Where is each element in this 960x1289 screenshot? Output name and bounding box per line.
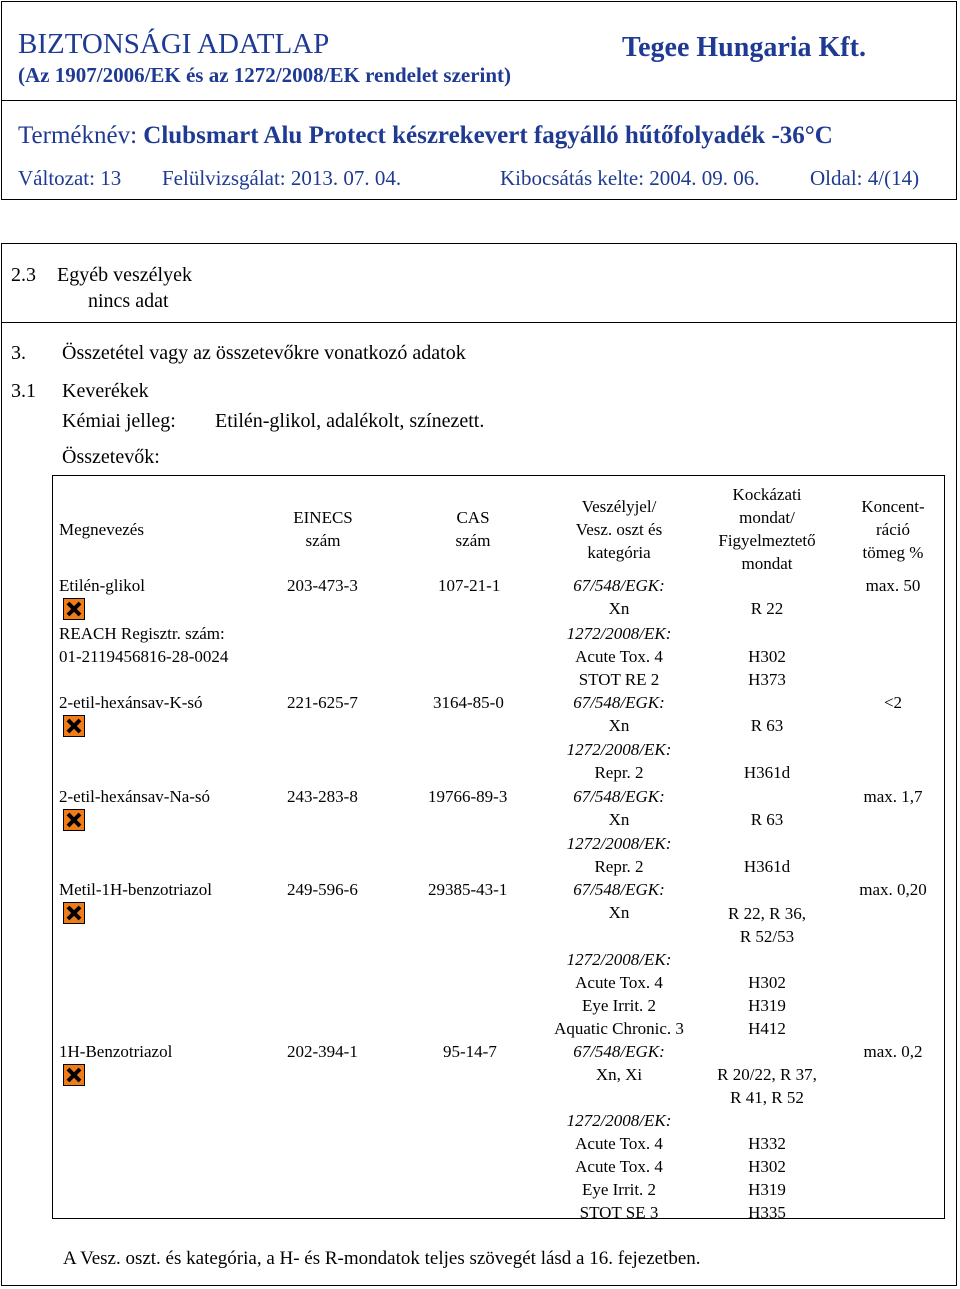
section-divider (1, 322, 957, 323)
concentration: max. 0,20 (859, 880, 927, 899)
section-3-number: 3. (11, 342, 26, 364)
harmful-x-cross-icon (63, 715, 85, 737)
r-phrase: R 52/53 (739, 927, 795, 946)
product-name: Clubsmart Alu Protect készrekevert fagyálló hűtőfolyadék -36°C (143, 122, 833, 149)
clp-class: Acute Tox. 4 (575, 1134, 663, 1153)
r-phrase: R 63 (750, 716, 784, 735)
directive-label: 67/548/EGK: (573, 787, 665, 806)
directive-label: 67/548/EGK: (573, 576, 665, 595)
issue-date: Kibocsátás kelte: 2004. 09. 06. (500, 166, 760, 190)
directive-class: Xn (608, 599, 630, 618)
clp-class: Eye Irrit. 2 (581, 996, 657, 1015)
cas-number: 29385-43-1 (428, 880, 508, 899)
h-phrase: H319 (748, 1180, 786, 1199)
harmful-x-cross-icon (63, 902, 85, 924)
directive-label: 67/548/EGK: (573, 693, 665, 712)
clp-label: 1272/2008/EK: (566, 624, 672, 643)
clp-class: Repr. 2 (594, 763, 644, 782)
document-title: BIZTONSÁGI ADATLAP (18, 28, 330, 60)
directive-class: Xn (608, 810, 630, 829)
clp-class: Acute Tox. 4 (575, 647, 663, 666)
section-2-3-title: Egyéb veszélyek (57, 264, 192, 286)
clp-label: 1272/2008/EK: (566, 740, 672, 759)
reach-label: REACH Regisztr. szám: (59, 624, 225, 643)
company-name: Tegee Hungaria Kft. (622, 32, 866, 63)
clp-class: Repr. 2 (594, 857, 644, 876)
header-divider (1, 100, 957, 101)
h-phrase: H302 (748, 1157, 786, 1176)
r-phrase: R 63 (750, 810, 784, 829)
directive-label: 67/548/EGK: (573, 880, 665, 899)
header-concentration: Koncent- ráció tömeg % (861, 497, 925, 562)
product-line (18, 122, 833, 150)
einecs-number: 202-394-1 (287, 1042, 358, 1061)
header-cas: CAS szám (455, 508, 491, 550)
concentration: max. 1,7 (863, 787, 923, 806)
directive-class: Xn (608, 903, 630, 922)
h-phrase: H302 (748, 647, 786, 666)
harmful-x-cross-icon (63, 598, 85, 620)
clp-class: Acute Tox. 4 (575, 1157, 663, 1176)
clp-class: Aquatic Chronic. 3 (554, 1019, 684, 1038)
component-name: 2-etil-hexánsav-Na-só (59, 787, 211, 806)
einecs-number: 221-625-7 (287, 693, 358, 712)
component-name: Metil-1H-benzotriazol (59, 880, 212, 899)
cas-number: 95-14-7 (443, 1042, 497, 1061)
einecs-number: 203-473-3 (287, 576, 358, 595)
header-einecs: EINECS szám (293, 508, 353, 550)
h-phrase: H361d (743, 857, 791, 876)
reach-number: 01-2119456816-28-0024 (59, 647, 229, 666)
r-phrase: R 20/22, R 37, (717, 1065, 817, 1084)
harmful-x-cross-icon (63, 809, 85, 831)
cas-number: 19766-89-3 (428, 787, 508, 806)
header-risk: Kockázati mondat/ Figyelmeztető mondat (718, 485, 816, 573)
h-phrase: H412 (748, 1019, 786, 1038)
h-phrase: H361d (743, 763, 791, 782)
section-2-3-value: nincs adat (88, 290, 169, 312)
directive-class: Xn (608, 716, 630, 735)
chem-value: Etilén-glikol, adalékolt, színezett. (215, 410, 485, 432)
revision-date: Felülvizsgálat: 2013. 07. 04. (162, 166, 402, 190)
h-phrase: H335 (748, 1203, 786, 1222)
cas-number: 107-21-1 (438, 576, 501, 595)
r-phrase: R 41, R 52 (730, 1088, 804, 1107)
h-phrase: H373 (748, 670, 786, 689)
clp-class: Eye Irrit. 2 (581, 1180, 657, 1199)
r-phrase: R 22 (750, 599, 784, 618)
h-phrase: H319 (748, 996, 786, 1015)
clp-label: 1272/2008/EK: (566, 834, 672, 853)
header-name: Megnevezés (59, 520, 144, 539)
section-3-1-number: 3.1 (11, 380, 36, 402)
components-label: Összetevők: (62, 446, 160, 468)
concentration: <2 (883, 693, 903, 712)
product-label: Terméknév: (18, 122, 138, 149)
section-3-title: Összetétel vagy az összetevőkre vonatkozó adatok (62, 342, 466, 364)
concentration: max. 50 (865, 576, 921, 595)
clp-class: STOT SE 3 (579, 1203, 659, 1222)
clp-label: 1272/2008/EK: (566, 1111, 672, 1130)
component-name: Etilén-glikol (59, 576, 145, 595)
einecs-number: 243-283-8 (287, 787, 358, 806)
document-subtitle: (Az 1907/2006/EK és az 1272/2008/EK rendelet szerint) (18, 63, 512, 87)
clp-label: 1272/2008/EK: (566, 950, 672, 969)
einecs-number: 249-596-6 (287, 880, 358, 899)
component-name: 2-etil-hexánsav-K-só (59, 693, 203, 712)
h-phrase: H302 (748, 973, 786, 992)
chem-label: Kémiai jelleg: (62, 410, 176, 432)
section-2-3-number: 2.3 (11, 264, 36, 286)
component-name: 1H-Benzotriazol (59, 1042, 173, 1061)
section-3-1-title: Keverékek (62, 380, 149, 402)
cas-number: 3164-85-0 (433, 693, 504, 712)
components-table (52, 475, 945, 1222)
concentration: max. 0,2 (863, 1042, 923, 1061)
clp-class: STOT RE 2 (578, 670, 660, 689)
h-phrase: H332 (748, 1134, 786, 1153)
footer-note: A Vesz. oszt. és kategória, a H- és R-mondatok teljes szövegét lásd a 16. fejezetben. (63, 1248, 701, 1269)
page-number: Oldal: 4/(14) (810, 166, 920, 190)
version: Változat: 13 (18, 166, 122, 190)
directive-label: 67/548/EGK: (573, 1042, 665, 1061)
harmful-x-cross-icon (63, 1064, 85, 1086)
clp-class: Acute Tox. 4 (575, 973, 663, 992)
header-hazard: Veszélyjel/ Vesz. oszt és kategória (575, 497, 663, 562)
directive-class: Xn, Xi (595, 1065, 643, 1084)
r-phrase: R 22, R 36, (728, 904, 806, 923)
